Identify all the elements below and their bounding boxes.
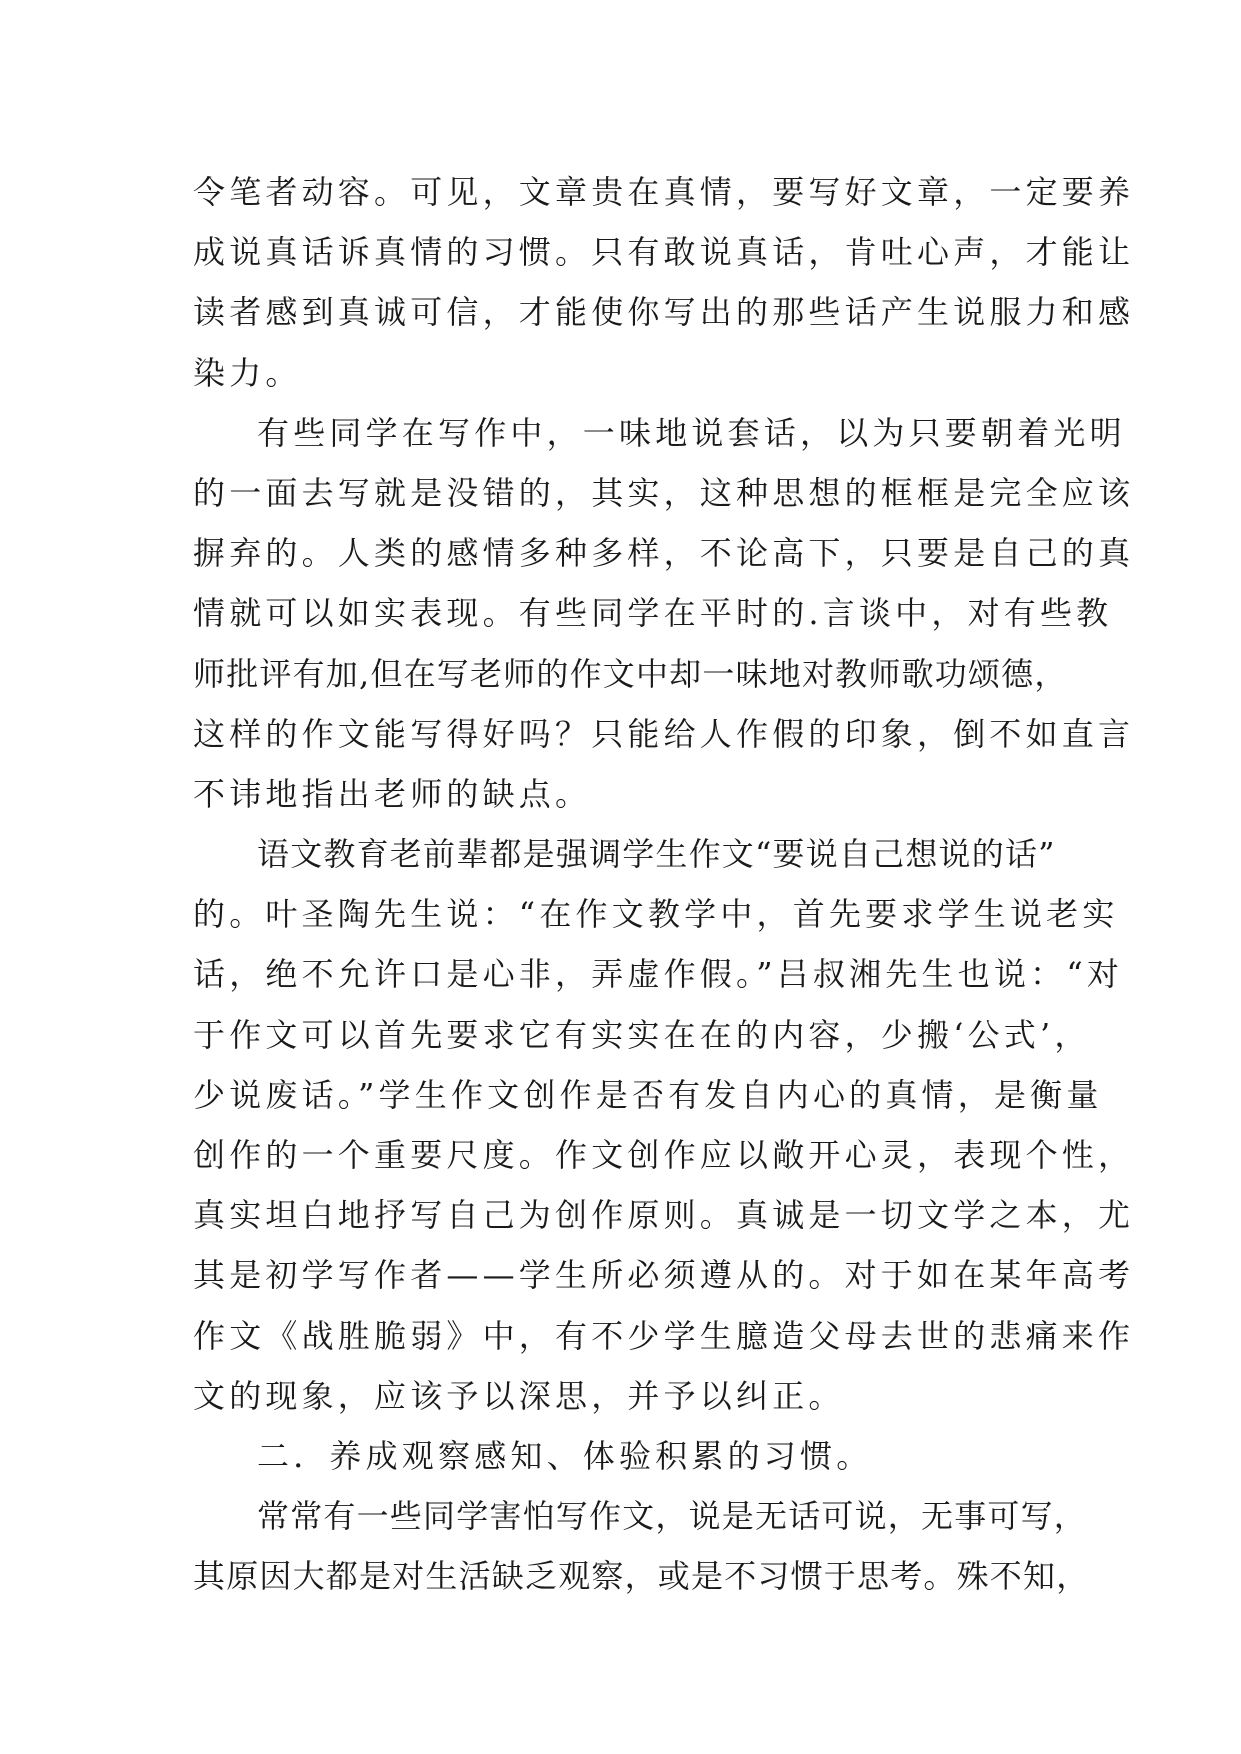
text-line: 不讳地指出老师的缺点。 — [193, 774, 592, 813]
text-line: 的。叶圣陶先生说：“在作文教学中，首先要求学生说老实 — [193, 895, 1119, 934]
text-line: 创作的一个重要尺度。作文创作应以敞开心灵，表现个性， — [193, 1136, 1135, 1174]
text-line: 有些同学在写作中，一味地说套话，以为只要朝着光明 — [257, 413, 1126, 452]
text-line: 话，绝不允许口是心非，弄虚作假。”吕叔湘先生也说：“对 — [193, 955, 1124, 994]
text-line: 少说废话。”学生作文创作是否有发自内心的真情，是衡量 — [193, 1075, 1103, 1114]
text-line: 摒弃的。人类的感情多种多样，不论高下，只要是自己的真 — [193, 534, 1135, 573]
text-line: 作文《战胜脆弱》中，有不少学生臆造父母去世的悲痛来作 — [193, 1316, 1135, 1355]
text-line: 成说真话诉真情的习惯。只有敢说真话，肯吐心声，才能让 — [193, 233, 1135, 272]
text-line: 师批评有加,但在写老师的作文中却一味地对教师歌功颂德， — [193, 654, 1068, 693]
document-body — [193, 162, 1135, 1607]
text-line: 真实坦白地抒写自己为创作原则。真诚是一切文学之本，尤 — [193, 1196, 1135, 1235]
text-line: 的一面去写就是没错的，其实，这种思想的框框是完全应该 — [193, 473, 1135, 512]
text-line: 染力。 — [193, 353, 302, 392]
text-line: 其是初学写作者——学生所必须遵从的。对于如在某年高考 — [193, 1256, 1135, 1295]
text-line: 令笔者动容。可见，文章贵在真情，要写好文章，一定要养 — [193, 173, 1135, 211]
text-line: 语文教育老前辈都是强调学生作文“要说自己想说的话” — [257, 835, 1056, 874]
text-line: 常常有一些同学害怕写作文，说是无话可说，无事可写， — [257, 1497, 1088, 1536]
text-line: 情就可以如实表现。有些同学在平时的.言谈中，对有些教 — [193, 594, 1113, 633]
text-line: 读者感到真诚可信，才能使你写出的那些话产生说服力和感 — [193, 293, 1135, 332]
text-line: 于作文可以首先要求它有实实在在的内容，少搬‘公式’， — [193, 1015, 1091, 1054]
text-line: 文的现象，应该予以深思，并予以纠正。 — [193, 1376, 845, 1415]
text-line: 二．养成观察感知、体验积累的习惯。 — [257, 1436, 873, 1475]
text-line: 其原因大都是对生活缺乏观察，或是不习惯于思考。殊不知， — [193, 1557, 1090, 1596]
text-line: 这样的作文能写得好吗？只能给人作假的印象，倒不如直言 — [193, 714, 1135, 753]
